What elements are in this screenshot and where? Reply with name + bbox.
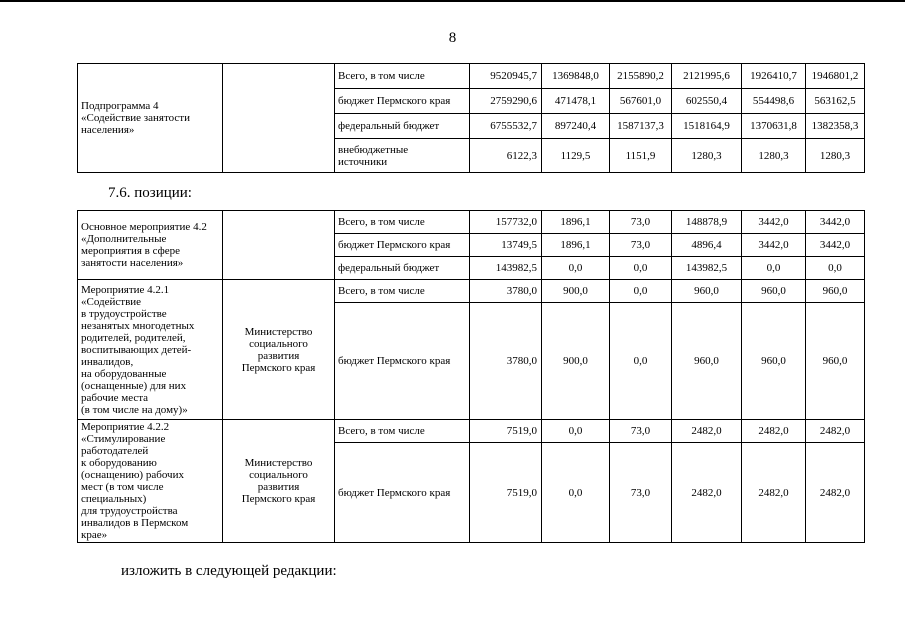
funding-source-cell (335, 280, 470, 303)
table-row (78, 64, 865, 89)
cell-text-line: инвалидов в Пермском (81, 517, 189, 529)
funding-source-cell (335, 114, 470, 139)
cell-text-line: социального (249, 337, 308, 350)
amount-cell: 3780,0 (470, 303, 542, 420)
scan-top-border (0, 0, 905, 2)
cell-text-line: источники (338, 155, 388, 168)
amount-cell: 0,0 (610, 303, 672, 420)
amount-cell: 960,0 (672, 280, 742, 303)
cell-text-line: бюджет Пермского края (338, 239, 451, 251)
amount-cell: 3442,0 (806, 234, 865, 257)
cell-text-line: родителей, родителей, (81, 331, 186, 344)
amount-cell: 2121995,6 (672, 64, 742, 89)
amount-cell: 563162,5 (806, 89, 865, 114)
cell-text-line: Всего, в том числе (338, 216, 425, 228)
page-number: 8 (448, 30, 457, 46)
cell-text-line: к оборудованию (81, 457, 157, 469)
cell-text-line: развития (257, 349, 300, 362)
amount-cell: 897240,4 (542, 114, 610, 139)
amount-cell: 554498,6 (742, 89, 806, 114)
amount-cell: 3442,0 (742, 234, 806, 257)
amount-cell: 900,0 (542, 280, 610, 303)
cell-text-line: Пермского края (241, 361, 316, 374)
funding-source-cell (335, 443, 470, 543)
cell-text-line: Мероприятие 4.2.1 (81, 283, 170, 296)
funding-source-cell (335, 211, 470, 234)
cell-text-line: работодателей (81, 445, 149, 457)
table-row (78, 420, 865, 443)
cell-text-line: занятости населения» (81, 257, 184, 269)
cell-text-line: Пермского края (241, 493, 316, 505)
amount-cell: 960,0 (806, 303, 865, 420)
amount-cell: 0,0 (610, 257, 672, 280)
funding-source-cell (335, 257, 470, 280)
cell-text-line: на оборудованные (81, 367, 167, 380)
cell-text-line: для трудоустройства (81, 505, 178, 517)
cell-text-line: воспитывающих детей- (81, 343, 192, 356)
amount-cell: 1129,5 (542, 139, 610, 173)
cell-text-line: Всего, в том числе (338, 70, 425, 82)
amount-cell: 3442,0 (806, 211, 865, 234)
cell-text-line: (оснащенные) для них (81, 379, 187, 392)
amount-cell: 1280,3 (672, 139, 742, 173)
executor-cell (223, 64, 335, 173)
cell-text-line: внебюджетные (338, 143, 409, 156)
amount-cell: 602550,4 (672, 89, 742, 114)
amount-cell: 0,0 (542, 443, 610, 543)
cell-text-line: Подпрограмма 4 (81, 100, 159, 112)
section-heading: 7.6. позиции: (108, 185, 192, 201)
cell-text-line: (в том числе на дому)» (81, 403, 188, 416)
table-row (78, 280, 865, 303)
amount-cell: 900,0 (542, 303, 610, 420)
amount-cell: 1926410,7 (742, 64, 806, 89)
cell-text-line: Мероприятие 4.2.2 (81, 421, 170, 433)
amount-cell: 1518164,9 (672, 114, 742, 139)
closing-text: изложить в следующей редакции: (121, 563, 337, 579)
amount-cell: 1587137,3 (610, 114, 672, 139)
amount-cell: 960,0 (806, 280, 865, 303)
funding-source-cell (335, 420, 470, 443)
cell-text-line: незанятых многодетных (81, 319, 195, 332)
amount-cell: 960,0 (742, 280, 806, 303)
amount-cell: 7519,0 (470, 443, 542, 543)
executor-cell (223, 420, 335, 543)
amount-cell: 960,0 (742, 303, 806, 420)
amount-cell: 1151,9 (610, 139, 672, 173)
amount-cell: 73,0 (610, 420, 672, 443)
cell-text-line: «Содействие (81, 295, 142, 308)
amount-cell: 1280,3 (742, 139, 806, 173)
amount-cell: 0,0 (610, 280, 672, 303)
cell-text-line: (оснащению) рабочих (81, 469, 184, 481)
amount-cell: 4896,4 (672, 234, 742, 257)
amount-cell: 0,0 (542, 257, 610, 280)
executor-cell (223, 280, 335, 420)
amount-cell: 471478,1 (542, 89, 610, 114)
amount-cell: 0,0 (806, 257, 865, 280)
table-row (78, 211, 865, 234)
cell-text-line: Всего, в том числе (338, 425, 425, 438)
cell-text-line: развития (257, 481, 300, 493)
amount-cell: 1382358,3 (806, 114, 865, 139)
amount-cell: 960,0 (672, 303, 742, 420)
positions-budget-table (77, 210, 865, 543)
program-name-cell (78, 64, 223, 173)
amount-cell: 1369848,0 (542, 64, 610, 89)
amount-cell: 0,0 (542, 420, 610, 443)
cell-text-line: бюджет Пермского края (338, 486, 451, 499)
amount-cell: 2482,0 (672, 420, 742, 443)
amount-cell: 6755532,7 (470, 114, 542, 139)
funding-source-cell (335, 64, 470, 89)
amount-cell: 3780,0 (470, 280, 542, 303)
cell-text-line: федеральный бюджет (338, 262, 440, 274)
program-name-cell (78, 420, 223, 543)
cell-text-line: мест (в том числе (81, 481, 164, 493)
cell-text-line: инвалидов, (81, 355, 134, 368)
cell-text-line: мероприятия в сфере (81, 245, 181, 257)
amount-cell: 7519,0 (470, 420, 542, 443)
cell-text-line: федеральный бюджет (338, 120, 440, 132)
amount-cell: 143982,5 (470, 257, 542, 280)
amount-cell: 73,0 (610, 234, 672, 257)
cell-text-line: Министерство (244, 457, 313, 469)
funding-source-cell (335, 303, 470, 420)
funding-source-cell (335, 89, 470, 114)
amount-cell: 2482,0 (806, 443, 865, 543)
amount-cell: 6122,3 (470, 139, 542, 173)
cell-text-line: социального (249, 469, 308, 481)
amount-cell: 1370631,8 (742, 114, 806, 139)
funding-source-cell (335, 139, 470, 173)
cell-text-line: Министерство (244, 325, 313, 338)
amount-cell: 1896,1 (542, 234, 610, 257)
funding-source-cell (335, 234, 470, 257)
amount-cell: 2482,0 (742, 443, 806, 543)
amount-cell: 1946801,2 (806, 64, 865, 89)
amount-cell: 73,0 (610, 211, 672, 234)
cell-text-line: «Дополнительные (81, 233, 167, 245)
subprogram-budget-table (77, 63, 865, 173)
amount-cell: 73,0 (610, 443, 672, 543)
cell-text-line: «Содействие занятости (81, 112, 190, 124)
program-name-cell (78, 211, 223, 280)
amount-cell: 13749,5 (470, 234, 542, 257)
amount-cell: 2155890,2 (610, 64, 672, 89)
cell-text-line: Основное мероприятие 4.2 (81, 221, 207, 233)
amount-cell: 2482,0 (742, 420, 806, 443)
amount-cell: 1280,3 (806, 139, 865, 173)
amount-cell: 9520945,7 (470, 64, 542, 89)
cell-text-line: специальных) (81, 493, 147, 505)
cell-text-line: бюджет Пермского края (338, 355, 451, 367)
cell-text-line: Всего, в том числе (338, 285, 425, 297)
amount-cell: 3442,0 (742, 211, 806, 234)
program-name-cell (78, 280, 223, 420)
amount-cell: 2759290,6 (470, 89, 542, 114)
amount-cell: 143982,5 (672, 257, 742, 280)
cell-text-line: «Стимулирование (81, 433, 166, 445)
amount-cell: 0,0 (742, 257, 806, 280)
amount-cell: 148878,9 (672, 211, 742, 234)
amount-cell: 157732,0 (470, 211, 542, 234)
executor-cell (223, 211, 335, 280)
cell-text-line: крае» (81, 529, 108, 541)
amount-cell: 567601,0 (610, 89, 672, 114)
amount-cell: 1896,1 (542, 211, 610, 234)
cell-text-line: в трудоустройстве (81, 307, 167, 320)
amount-cell: 2482,0 (672, 443, 742, 543)
amount-cell: 2482,0 (806, 420, 865, 443)
cell-text-line: рабочие места (81, 391, 149, 404)
cell-text-line: бюджет Пермского края (338, 95, 451, 107)
cell-text-line: населения» (81, 124, 135, 136)
